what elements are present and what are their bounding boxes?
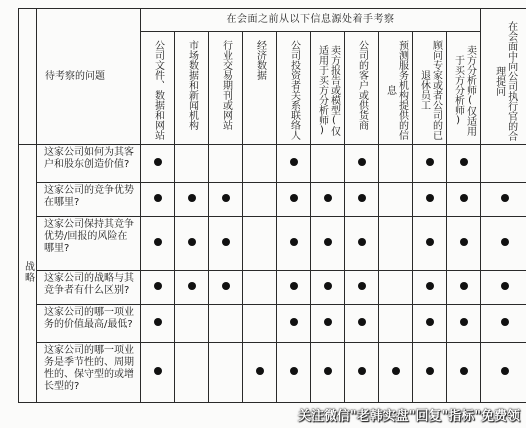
bullet-dot-icon	[358, 367, 366, 375]
category-label: 战略	[22, 260, 34, 283]
bullet-dot-icon	[501, 194, 509, 202]
bullet-dot-icon	[358, 158, 366, 166]
bullet-dot-icon	[290, 367, 298, 375]
mark-cell	[379, 217, 413, 271]
table-row	[19, 305, 526, 343]
bullet-dot-icon	[324, 194, 332, 202]
mark-cell	[141, 271, 175, 305]
bullet-dot-icon	[460, 318, 468, 326]
bullet-dot-icon	[154, 282, 162, 290]
mark-cell	[243, 217, 277, 271]
mark-cell	[277, 217, 311, 271]
bullet-dot-icon	[392, 367, 400, 375]
bullet-dot-icon	[324, 282, 332, 290]
mark-cell	[481, 305, 526, 343]
mark-cell	[209, 271, 243, 305]
bullet-dot-icon	[222, 194, 230, 202]
mark-cell	[413, 183, 447, 217]
column-header-company-files: 公司文件、数据和网站	[141, 32, 175, 145]
column-header-forecast-services: 预测服务机构提供的信息	[379, 32, 413, 145]
mark-cell	[141, 183, 175, 217]
mark-cell	[447, 183, 481, 217]
mark-cell	[481, 145, 526, 183]
bullet-dot-icon	[290, 158, 298, 166]
mark-cell	[379, 305, 413, 343]
mark-cell	[243, 305, 277, 343]
question-header: 待考察的问题	[37, 9, 141, 145]
mark-cell	[345, 305, 379, 343]
category-cell	[19, 145, 37, 403]
mark-cell	[413, 305, 447, 343]
mark-cell	[447, 271, 481, 305]
mark-cell	[379, 183, 413, 217]
watermark: 关注微信"老韩实盘"回复"指标"免费领	[297, 409, 520, 424]
mark-cell	[345, 343, 379, 403]
bullet-dot-icon	[222, 238, 230, 246]
mark-cell	[345, 183, 379, 217]
bullet-dot-icon	[460, 158, 468, 166]
bullet-dot-icon	[324, 238, 332, 246]
mark-cell	[481, 217, 526, 271]
mark-cell	[379, 271, 413, 305]
column-header-market-data: 市场数据和新闻机构	[175, 32, 209, 145]
bullet-dot-icon	[290, 238, 298, 246]
mark-cell	[209, 145, 243, 183]
bullet-dot-icon	[501, 367, 509, 375]
mark-cell	[345, 217, 379, 271]
bullet-dot-icon	[290, 282, 298, 290]
mark-cell	[209, 305, 243, 343]
bullet-dot-icon	[358, 238, 366, 246]
mark-cell	[379, 343, 413, 403]
bullet-dot-icon	[426, 158, 434, 166]
bullet-dot-icon	[358, 194, 366, 202]
source-matrix-table	[18, 8, 526, 403]
mark-cell	[277, 145, 311, 183]
mark-cell	[447, 217, 481, 271]
question-cell: 这家公司的哪一项业务的价值最高/最低?	[37, 305, 141, 343]
column-header-customers-suppliers: 公司的客户或供货商	[345, 32, 379, 145]
mark-cell	[175, 271, 209, 305]
column-header-trade-journals: 行业交易期刊或网站	[209, 32, 243, 145]
mark-cell	[243, 145, 277, 183]
mark-cell	[277, 183, 311, 217]
question-cell: 这家公司的竞争优势在哪里?	[37, 183, 141, 217]
question-cell: 这家公司的战略与其竞争者有什么区别?	[37, 271, 141, 305]
table-row	[19, 271, 526, 305]
sources-caption: 在会面之前从以下信息源处着手考察	[141, 9, 481, 32]
bullet-dot-icon	[256, 367, 264, 375]
bullet-dot-icon	[426, 367, 434, 375]
bullet-dot-icon	[290, 318, 298, 326]
mark-cell	[481, 271, 526, 305]
bullet-dot-icon	[324, 318, 332, 326]
mark-cell	[175, 145, 209, 183]
bullet-dot-icon	[358, 282, 366, 290]
bullet-dot-icon	[460, 282, 468, 290]
mark-cell	[311, 343, 345, 403]
mark-cell	[175, 305, 209, 343]
bullet-dot-icon	[324, 367, 332, 375]
table-row	[19, 217, 526, 271]
mark-cell	[481, 183, 526, 217]
mark-cell	[277, 343, 311, 403]
column-header-executive-questions: 在会面中向公司执行官的合理提问	[481, 9, 526, 145]
corner-cell	[19, 9, 37, 145]
mark-cell	[243, 343, 277, 403]
mark-cell	[311, 145, 345, 183]
bullet-dot-icon	[501, 318, 509, 326]
bullet-dot-icon	[222, 282, 230, 290]
mark-cell	[481, 343, 526, 403]
bullet-dot-icon	[426, 238, 434, 246]
mark-cell	[175, 183, 209, 217]
bullet-dot-icon	[188, 194, 196, 202]
mark-cell	[311, 305, 345, 343]
bullet-dot-icon	[290, 194, 298, 202]
question-cell: 这家公司如何为其客户和股东创造价值?	[37, 145, 141, 183]
mark-cell	[447, 343, 481, 403]
column-header-economic-data: 经济数据	[243, 32, 277, 145]
mark-cell	[413, 217, 447, 271]
mark-cell	[277, 305, 311, 343]
mark-cell	[379, 145, 413, 183]
bullet-dot-icon	[426, 194, 434, 202]
table-row	[19, 145, 526, 183]
column-header-sell-side-reports: 卖方报告或模型(仅适用于买方分析师)	[311, 32, 345, 145]
mark-cell	[175, 343, 209, 403]
bullet-dot-icon	[460, 367, 468, 375]
bullet-dot-icon	[501, 238, 509, 246]
bullet-dot-icon	[501, 282, 509, 290]
mark-cell	[345, 271, 379, 305]
bullet-dot-icon	[426, 318, 434, 326]
mark-cell	[277, 271, 311, 305]
mark-cell	[141, 305, 175, 343]
mark-cell	[243, 271, 277, 305]
mark-cell	[243, 183, 277, 217]
question-cell: 这家公司的哪一项业务是季节性的、周期性的、保守型的或增长型的?	[37, 343, 141, 403]
bullet-dot-icon	[154, 318, 162, 326]
mark-cell	[141, 217, 175, 271]
mark-cell	[141, 145, 175, 183]
mark-cell	[175, 217, 209, 271]
mark-cell	[311, 217, 345, 271]
bullet-dot-icon	[188, 238, 196, 246]
mark-cell	[413, 145, 447, 183]
bullet-dot-icon	[460, 194, 468, 202]
mark-cell	[413, 343, 447, 403]
mark-cell	[209, 343, 243, 403]
bullet-dot-icon	[460, 238, 468, 246]
mark-cell	[413, 271, 447, 305]
bullet-dot-icon	[154, 367, 162, 375]
mark-cell	[209, 217, 243, 271]
bullet-dot-icon	[188, 282, 196, 290]
mark-cell	[447, 305, 481, 343]
table-row	[19, 343, 526, 403]
bullet-dot-icon	[426, 282, 434, 290]
mark-cell	[311, 271, 345, 305]
bullet-dot-icon	[154, 238, 162, 246]
mark-cell	[447, 145, 481, 183]
bullet-dot-icon	[358, 318, 366, 326]
mark-cell	[209, 183, 243, 217]
mark-cell	[345, 145, 379, 183]
column-header-consultants: 顾问专家或者公司的已退休员工	[413, 32, 447, 145]
mark-cell	[311, 183, 345, 217]
table-row	[19, 183, 526, 217]
bullet-dot-icon	[154, 158, 162, 166]
column-header-investor-relations: 公司投资者关系联络人	[277, 32, 311, 145]
column-header-sell-side-analysts: 卖方分析师(仅适用于买方分析师)	[447, 32, 481, 145]
question-cell: 这家公司保持其竞争优势/回报的风险在哪里?	[37, 217, 141, 271]
bullet-dot-icon	[154, 194, 162, 202]
mark-cell	[141, 343, 175, 403]
